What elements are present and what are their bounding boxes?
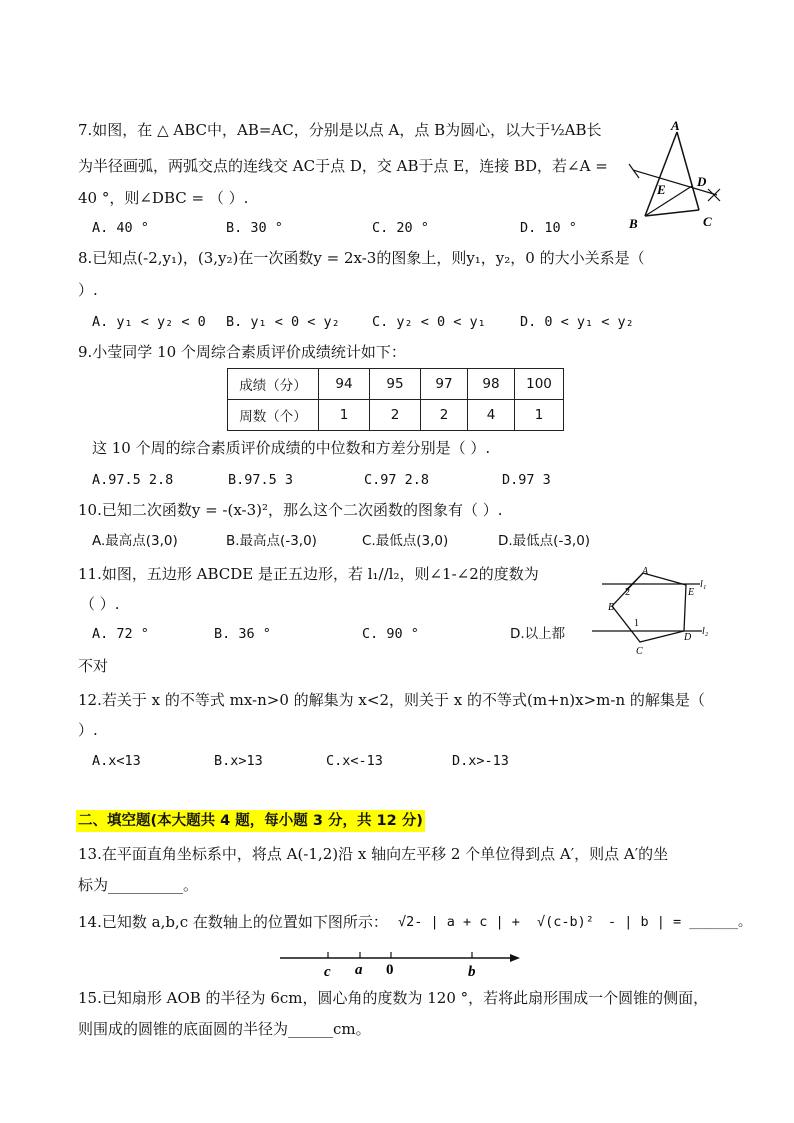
q9-option-b: B.97.5 3 [228,472,294,488]
table-cell: 2 [421,400,468,431]
q10-option-d: D.最低点(-3,0) [498,533,591,549]
q7-option-c: C. 20 ° [372,220,429,236]
q14-axis-label-a: a [355,962,363,978]
q11-label-e: E [688,587,695,598]
q9-line1: 9.小莹同学 10 个周综合素质评价成绩统计如下： [78,343,406,361]
q7-option-d: D. 10 ° [520,220,577,236]
q12-option-b: B.x>13 [214,753,263,769]
q11-pentagon-figure [588,562,718,662]
q7-option-b: B. 30 ° [226,220,283,236]
q9-line2: 这 10 个周的综合素质评价成绩的中位数和方差分别是（ ）. [92,439,491,457]
q14-expr-part3: - | b | = ______。 [608,914,752,930]
q11-label-l2: l₂ [702,626,709,637]
q12-line2: ）. [78,721,98,739]
q11-label-angle2: 2 [625,587,630,598]
table-cell: 成绩（分） [228,369,319,400]
table-cell: 1 [515,400,564,431]
table-row [228,400,564,431]
q7-line1: 7.如图，在 △ ABC中，AB=AC，分别是以点 A，点 B为圆心，以大于½AB长 [78,121,602,139]
q11-line3: 不对 [78,657,109,675]
q12-option-c: C.x<-13 [326,753,383,769]
q11-option-a: A. 72 ° [92,626,149,642]
q7-option-a: A. 40 ° [92,220,149,236]
q11-label-b: B [608,602,615,613]
q9-option-a: A.97.5 2.8 [92,472,174,488]
q7-label-d: D [697,174,707,189]
q13-line1: 13.在平面直角坐标系中，将点 A(-1,2)沿 x 轴向左平移 2 个单位得到点 A′，则点 A′的坐 [78,845,669,863]
q10-option-c: C.最低点(3,0) [362,533,449,549]
q15-line2: 则围成的圆锥的底面圆的半径为______cm。 [78,1020,371,1038]
q12-option-d: D.x>-13 [452,753,509,769]
q12-option-a: A.x<13 [92,753,141,769]
table-cell: 4 [468,400,515,431]
q8-option-d: D. 0 < y₁ < y₂ [520,314,634,330]
section-heading: 二、填空题(本大题共 4 题，每小题 3 分，共 12 分) [76,810,425,832]
q8-option-c: C. y₂ < 0 < y₁ [372,314,486,330]
q14-axis-label-b: b [468,964,476,980]
q10-line1: 10.已知二次函数y = -(x-3)²，那么这个二次函数的图象有（ ）. [78,501,503,519]
q15-line1: 15.已知扇形 AOB 的半径为 6cm，圆心角的度数为 120 °，若将此扇形围成一个圆锥的侧面， [78,989,709,1007]
q7-label-a: A [671,118,680,133]
q9-option-d: D.97 3 [502,472,551,488]
table-row [228,369,564,400]
q11-label-angle1: 1 [634,618,639,629]
q11-line2: （ ）. [80,595,120,613]
q14-number-line [278,944,523,980]
q7-triangle-figure [625,118,725,233]
q11-label-d: D [684,632,692,643]
q12-line1: 12.若关于 x 的不等式 mx-n>0 的解集为 x<2，则关于 x 的不等式(m+n)x>m-n 的解集是（ [78,691,705,709]
q8-line1: 8.已知点(-2,y₁)，(3,y₂)在一次函数y = 2x-3的图象上，则y₁，y₂，0 的大小关系是（ [78,249,645,267]
q8-line2: ）. [78,281,98,299]
q7-line3: 40 °，则∠DBC = （ ）. [78,189,249,207]
table-cell: 2 [370,400,421,431]
q7-label-b: B [629,216,638,231]
q8-option-a: A. y₁ < y₂ < 0 [92,314,206,330]
q11-option-b: B. 36 ° [214,626,271,642]
q14-axis-label-c: c [324,964,331,980]
table-cell: 98 [468,369,515,400]
table-cell: 周数（个） [228,400,319,431]
q10-option-b: B.最高点(-3,0) [226,533,317,549]
table-cell: 100 [515,369,564,400]
q10-option-a: A.最高点(3,0) [92,533,178,549]
q9-score-table [227,368,564,431]
q7-line2: 为半径画弧，两弧交点的连线交 AC于点 D，交 AB于点 E，连接 BD，若∠A = [78,157,608,175]
q14-expr-sqrt: √(c-b)² [537,914,594,930]
q11-line1: 11.如图，五边形 ABCDE 是正五边形，若 l₁//l₂，则∠1-∠2的度数为 [78,565,539,583]
table-cell: 1 [319,400,370,431]
q14-expr-part1: √2- | a + c | + [398,914,520,930]
q11-label-a: A [642,566,649,577]
q8-option-b: B. y₁ < 0 < y₂ [226,314,340,330]
q11-option-d: D.以上都 [510,626,566,642]
q14-line1: 14.已知数 a,b,c 在数轴上的位置如下图所示： [78,913,388,931]
q9-option-c: C.97 2.8 [364,472,430,488]
q7-label-c: C [703,214,712,229]
table-cell: 94 [319,369,370,400]
q7-label-e: E [657,182,666,197]
table-cell: 97 [421,369,468,400]
q11-label-l1: l₁ [700,579,707,590]
q13-line2: 标为__________。 [78,876,199,894]
q14-axis-label-zero: 0 [386,962,394,978]
table-cell: 95 [370,369,421,400]
q11-label-c: C [636,646,643,657]
q11-option-c: C. 90 ° [362,626,419,642]
